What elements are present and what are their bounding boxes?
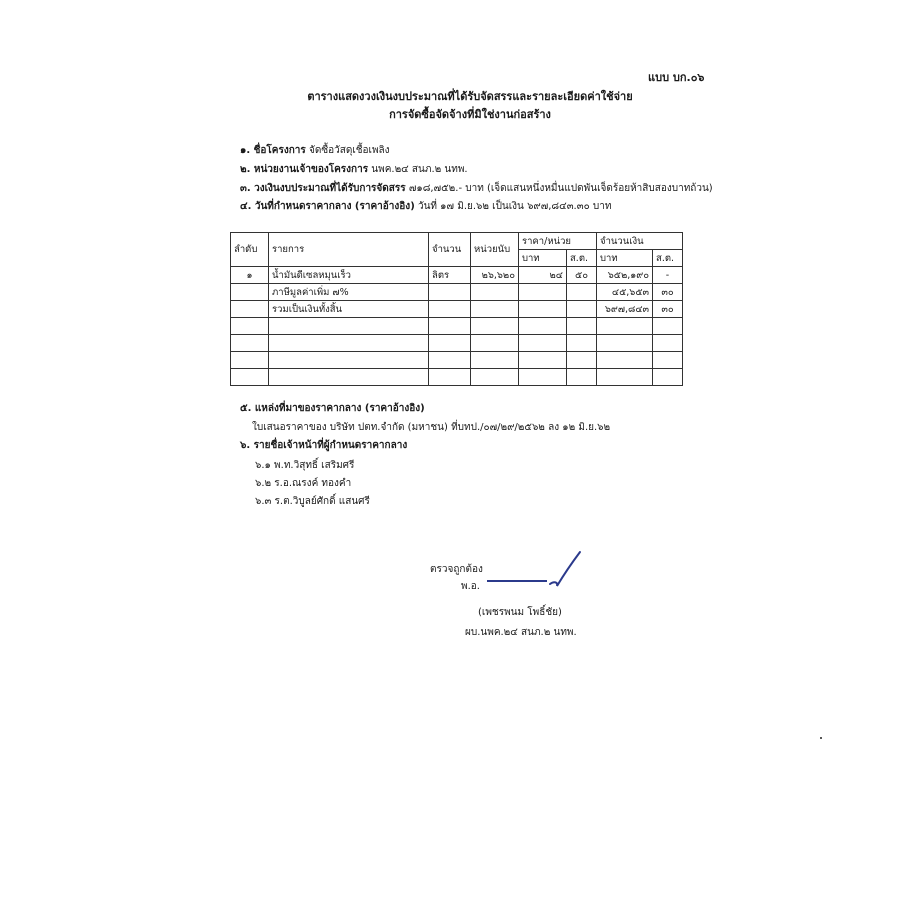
cell-amount-satang — [653, 318, 683, 335]
col-header-item: รายการ — [269, 233, 429, 267]
cell-no — [231, 301, 269, 318]
cell-price-baht — [519, 335, 567, 352]
cell-price-satang — [567, 369, 597, 386]
source-text: ใบเสนอราคาของ บริษัท ปตท.จำกัด (มหาชน) ที่บทป./๐๗/๒๙/๒๕๖๒ ลง ๑๒ มิ.ย.๖๒ — [252, 422, 611, 433]
committee-member: ๖.๑ พ.ท.วิสุทธิ์ เสริมศรี — [255, 460, 355, 471]
cell-price-satang — [567, 352, 597, 369]
cell-price-satang — [567, 284, 597, 301]
cell-amount-baht: ๔๕,๖๕๓ — [597, 284, 653, 301]
committee-member: ๖.๒ ร.อ.ณรงค์ ทองคำ — [255, 478, 352, 489]
cell-qty — [429, 369, 471, 386]
source-label-text: ๕. แหล่งที่มาของราคากลาง (ราคาอ้างอิง) — [240, 403, 425, 414]
cell-amount-baht — [597, 369, 653, 386]
reference-date-line — [240, 199, 611, 214]
committee-label-text: ๖. รายชื่อเจ้าหน้าที่ผู้กำหนดราคากลาง — [240, 440, 408, 451]
col-header-qty: จำนวน — [429, 233, 471, 267]
cell-item: น้ำมันดีเซลหมุนเร็ว — [269, 267, 429, 284]
table-row — [231, 284, 683, 301]
cell-price-satang — [567, 335, 597, 352]
signer-rank: พ.อ. — [461, 581, 480, 592]
signer-name: (เพชรพนม โพธิ์ชัย) — [478, 607, 562, 618]
table-row — [231, 318, 683, 335]
cell-unit — [471, 369, 519, 386]
cell-item: ภาษีมูลค่าเพิ่ม ๗% — [269, 284, 429, 301]
cell-unit — [471, 284, 519, 301]
cell-qty: ลิตร — [429, 267, 471, 284]
budget-label: ๓. วงเงินงบประมาณที่ได้รับการจัดสรร — [240, 183, 406, 194]
cell-no — [231, 318, 269, 335]
cell-qty — [429, 301, 471, 318]
cell-price-satang: ๕๐ — [567, 267, 597, 284]
col-header-unit-price: ราคา/หน่วย — [519, 233, 597, 250]
cell-no: ๑ — [231, 267, 269, 284]
cell-amount-satang — [653, 352, 683, 369]
cell-no — [231, 369, 269, 386]
col-header-price-baht: บาท — [519, 250, 567, 267]
cell-amount-baht: ๖๙๗,๘๔๓ — [597, 301, 653, 318]
col-header-amount-satang: ส.ต. — [653, 250, 683, 267]
agency-value: นพค.๒๔ สนภ.๒ นทพ. — [371, 164, 468, 175]
cell-amount-satang — [653, 335, 683, 352]
reference-date-value: วันที่ ๑๗ มิ.ย.๖๒ เป็นเงิน ๖๙๗,๘๔๓.๓๐ บาท — [417, 201, 612, 212]
cell-price-baht — [519, 352, 567, 369]
document-title: ตารางแสดงวงเงินงบประมาณที่ได้รับจัดสรรและรายละเอียดค่าใช้จ่าย — [307, 90, 633, 103]
cell-amount-satang: ๓๐ — [653, 284, 683, 301]
cell-unit — [471, 301, 519, 318]
cell-item — [269, 318, 429, 335]
budget-line — [240, 181, 713, 196]
cell-price-baht — [519, 369, 567, 386]
cost-table — [230, 232, 683, 386]
cell-amount-baht — [597, 318, 653, 335]
cell-amount-satang: ๓๐ — [653, 301, 683, 318]
cell-price-baht: ๒๔ — [519, 267, 567, 284]
cell-no — [231, 335, 269, 352]
col-header-amount-baht: บาท — [597, 250, 653, 267]
form-code: แบบ บก.๐๖ — [648, 71, 705, 84]
cell-amount-satang: - — [653, 267, 683, 284]
speck — [820, 737, 822, 739]
table-row — [231, 352, 683, 369]
col-header-price-satang: ส.ต. — [567, 250, 597, 267]
cell-item — [269, 369, 429, 386]
budget-value: ๗๑๘,๗๕๒.- บาท (เจ็ดแสนหนึ่งหมื่นแปดพันเจ็ดร้อยห้าสิบสองบาทถ้วน) — [408, 183, 713, 194]
cell-qty — [429, 352, 471, 369]
cell-no — [231, 352, 269, 369]
col-header-amount: จำนวนเงิน — [597, 233, 683, 250]
cell-unit — [471, 352, 519, 369]
signature-mark — [520, 548, 590, 593]
cell-qty — [429, 318, 471, 335]
certified-text: ตรวจถูกต้อง — [430, 564, 483, 575]
cell-amount-satang — [653, 369, 683, 386]
project-name-label: ๑. ชื่อโครงการ — [240, 145, 306, 156]
cell-price-baht — [519, 284, 567, 301]
table-row — [231, 267, 683, 284]
agency-line — [240, 162, 468, 177]
committee-label — [240, 438, 407, 453]
cell-qty — [429, 284, 471, 301]
table-header-row — [231, 233, 683, 250]
cell-item — [269, 335, 429, 352]
cell-unit — [471, 335, 519, 352]
cell-price-baht — [519, 301, 567, 318]
table-row — [231, 301, 683, 318]
source-label — [240, 401, 425, 416]
cell-no — [231, 284, 269, 301]
cell-amount-baht: ๖๕๒,๑๙๐ — [597, 267, 653, 284]
project-name-value: จัดซื้อวัสดุเชื้อเพลิง — [308, 145, 390, 156]
cell-amount-baht — [597, 335, 653, 352]
cell-unit — [471, 318, 519, 335]
cell-price-satang — [567, 301, 597, 318]
cell-qty — [429, 335, 471, 352]
agency-label: ๒. หน่วยงานเจ้าของโครงการ — [240, 164, 369, 175]
cell-item — [269, 352, 429, 369]
document-subtitle: การจัดซื้อจัดจ้างที่มิใช่งานก่อสร้าง — [389, 108, 551, 121]
cell-price-baht — [519, 318, 567, 335]
cell-price-satang — [567, 318, 597, 335]
cell-unit: ๒๖,๖๒๐ — [471, 267, 519, 284]
reference-date-label: ๔. วันที่กำหนดราคากลาง (ราคาอ้างอิง) — [240, 201, 415, 212]
col-header-no: ลำดับ — [231, 233, 269, 267]
cell-amount-baht — [597, 352, 653, 369]
table-row — [231, 335, 683, 352]
col-header-unit: หน่วยนับ — [471, 233, 519, 267]
project-name-line — [240, 143, 390, 158]
table-row — [231, 369, 683, 386]
cell-item: รวมเป็นเงินทั้งสิ้น — [269, 301, 429, 318]
signer-position: ผบ.นพค.๒๔ สนภ.๒ นทพ. — [465, 627, 577, 638]
committee-member: ๖.๓ ร.ต.วิบูลย์ศักดิ์ แสนศรี — [255, 496, 370, 507]
